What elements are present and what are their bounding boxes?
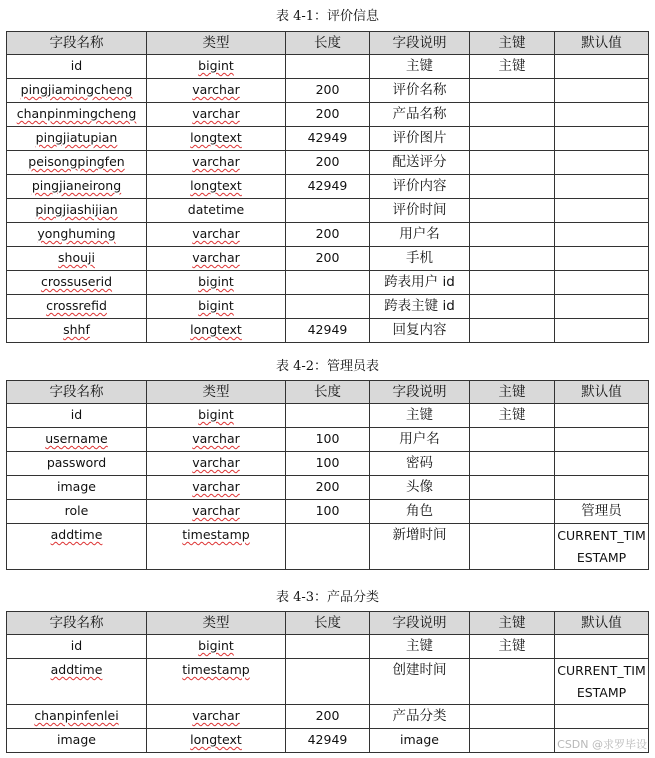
table-row bbox=[7, 705, 649, 729]
length-cell bbox=[286, 295, 370, 319]
description-cell: 角色 bbox=[370, 500, 470, 524]
primary-key-cell bbox=[470, 659, 555, 705]
primary-key-cell bbox=[470, 175, 555, 199]
header-description: 字段说明 bbox=[370, 381, 470, 404]
field-name-cell: crossrefid bbox=[7, 295, 147, 319]
length-cell: 100 bbox=[286, 428, 370, 452]
length-cell bbox=[286, 404, 370, 428]
primary-key-cell bbox=[470, 127, 555, 151]
type-cell: varchar bbox=[147, 247, 286, 271]
field-name-cell: crossuserid bbox=[7, 271, 147, 295]
description-cell: 头像 bbox=[370, 476, 470, 500]
default-cell bbox=[555, 175, 649, 199]
default-cell bbox=[555, 199, 649, 223]
length-cell bbox=[286, 524, 370, 570]
type-cell: bigint bbox=[147, 55, 286, 79]
default-cell bbox=[555, 705, 649, 729]
default-cell bbox=[555, 55, 649, 79]
default-cell: CURRENT_TIMESTAMP bbox=[555, 659, 649, 705]
header-length: 长度 bbox=[286, 32, 370, 55]
length-cell: 100 bbox=[286, 452, 370, 476]
type-cell: varchar bbox=[147, 476, 286, 500]
header-primary-key: 主键 bbox=[470, 32, 555, 55]
header-length: 长度 bbox=[286, 612, 370, 635]
schema-table-category bbox=[6, 611, 649, 753]
primary-key-cell bbox=[470, 500, 555, 524]
type-cell: bigint bbox=[147, 271, 286, 295]
length-cell: 42949 bbox=[286, 127, 370, 151]
default-cell bbox=[555, 223, 649, 247]
field-name-cell: pingjiatupian bbox=[7, 127, 147, 151]
description-cell: 配送评分 bbox=[370, 151, 470, 175]
field-name-cell: image bbox=[7, 476, 147, 500]
description-cell: 用户名 bbox=[370, 223, 470, 247]
primary-key-cell bbox=[470, 223, 555, 247]
table-row bbox=[7, 319, 649, 343]
default-cell bbox=[555, 247, 649, 271]
type-cell: longtext bbox=[147, 127, 286, 151]
default-cell bbox=[555, 295, 649, 319]
description-cell: 评价时间 bbox=[370, 199, 470, 223]
length-cell bbox=[286, 271, 370, 295]
table-row bbox=[7, 55, 649, 79]
header-primary-key: 主键 bbox=[470, 612, 555, 635]
field-name-cell: pingjiamingcheng bbox=[7, 79, 147, 103]
field-name-cell: addtime bbox=[7, 524, 147, 570]
header-row bbox=[7, 32, 649, 55]
table-row bbox=[7, 524, 649, 570]
primary-key-cell bbox=[470, 79, 555, 103]
length-cell: 200 bbox=[286, 705, 370, 729]
type-cell: varchar bbox=[147, 705, 286, 729]
length-cell bbox=[286, 635, 370, 659]
length-cell: 42949 bbox=[286, 175, 370, 199]
field-name-cell: id bbox=[7, 635, 147, 659]
default-cell bbox=[555, 476, 649, 500]
field-name-cell: shhf bbox=[7, 319, 147, 343]
length-cell: 200 bbox=[286, 223, 370, 247]
table-row bbox=[7, 199, 649, 223]
schema-table-admin bbox=[6, 380, 649, 570]
csdn-watermark: CSDN @求罗毕设 bbox=[557, 738, 647, 751]
length-cell: 200 bbox=[286, 79, 370, 103]
description-cell: 手机 bbox=[370, 247, 470, 271]
type-cell: datetime bbox=[147, 199, 286, 223]
header-field-name: 字段名称 bbox=[7, 32, 147, 55]
length-cell: 200 bbox=[286, 151, 370, 175]
header-description: 字段说明 bbox=[370, 612, 470, 635]
table-row bbox=[7, 452, 649, 476]
table-row bbox=[7, 428, 649, 452]
field-name-cell: shouji bbox=[7, 247, 147, 271]
description-cell: 评价内容 bbox=[370, 175, 470, 199]
table-row bbox=[7, 103, 649, 127]
primary-key-cell bbox=[470, 452, 555, 476]
description-cell: 主键 bbox=[370, 404, 470, 428]
primary-key-cell bbox=[470, 729, 555, 753]
type-cell: bigint bbox=[147, 635, 286, 659]
description-cell: 主键 bbox=[370, 55, 470, 79]
description-cell: 密码 bbox=[370, 452, 470, 476]
type-cell: longtext bbox=[147, 175, 286, 199]
primary-key-cell bbox=[470, 319, 555, 343]
table-row bbox=[7, 247, 649, 271]
primary-key-cell bbox=[470, 199, 555, 223]
length-cell bbox=[286, 659, 370, 705]
default-cell bbox=[555, 404, 649, 428]
default-cell bbox=[555, 79, 649, 103]
primary-key-cell bbox=[470, 524, 555, 570]
default-cell bbox=[555, 127, 649, 151]
type-cell: varchar bbox=[147, 452, 286, 476]
description-cell: 跨表主键 id bbox=[370, 295, 470, 319]
primary-key-cell bbox=[470, 295, 555, 319]
table-row bbox=[7, 404, 649, 428]
table-row bbox=[7, 175, 649, 199]
type-cell: longtext bbox=[147, 319, 286, 343]
default-cell bbox=[555, 151, 649, 175]
type-cell: varchar bbox=[147, 103, 286, 127]
field-name-cell: addtime bbox=[7, 659, 147, 705]
default-cell: 管理员 bbox=[555, 500, 649, 524]
header-row bbox=[7, 612, 649, 635]
field-name-cell: pingjiashijian bbox=[7, 199, 147, 223]
primary-key-cell bbox=[470, 705, 555, 729]
header-description: 字段说明 bbox=[370, 32, 470, 55]
default-cell bbox=[555, 271, 649, 295]
description-cell: 主键 bbox=[370, 635, 470, 659]
header-primary-key: 主键 bbox=[470, 381, 555, 404]
table-caption: 表 4-3：产品分类 bbox=[275, 590, 380, 605]
primary-key-cell bbox=[470, 476, 555, 500]
table-row bbox=[7, 500, 649, 524]
table-caption: 表 4-2：管理员表 bbox=[275, 359, 380, 374]
table-row bbox=[7, 476, 649, 500]
field-name-cell: role bbox=[7, 500, 147, 524]
type-cell: varchar bbox=[147, 151, 286, 175]
field-name-cell: chanpinfenlei bbox=[7, 705, 147, 729]
primary-key-cell bbox=[470, 428, 555, 452]
type-cell: timestamp bbox=[147, 659, 286, 705]
type-cell: bigint bbox=[147, 404, 286, 428]
field-name-cell: id bbox=[7, 55, 147, 79]
header-type: 类型 bbox=[147, 381, 286, 404]
length-cell: 200 bbox=[286, 247, 370, 271]
table-row bbox=[7, 659, 649, 705]
table-row bbox=[7, 729, 649, 753]
length-cell: 42949 bbox=[286, 319, 370, 343]
default-cell bbox=[555, 635, 649, 659]
length-cell: 42949 bbox=[286, 729, 370, 753]
description-cell: 创建时间 bbox=[370, 659, 470, 705]
description-cell: 评价名称 bbox=[370, 79, 470, 103]
type-cell: bigint bbox=[147, 295, 286, 319]
header-default: 默认值 bbox=[555, 381, 649, 404]
type-cell: timestamp bbox=[147, 524, 286, 570]
description-cell: 产品分类 bbox=[370, 705, 470, 729]
table-row bbox=[7, 271, 649, 295]
table-row bbox=[7, 223, 649, 247]
default-cell bbox=[555, 319, 649, 343]
table-row bbox=[7, 295, 649, 319]
default-cell: CURRENT_TIMESTAMP bbox=[555, 524, 649, 570]
type-cell: longtext bbox=[147, 729, 286, 753]
length-cell: 200 bbox=[286, 476, 370, 500]
field-name-cell: image bbox=[7, 729, 147, 753]
type-cell: varchar bbox=[147, 79, 286, 103]
table-row bbox=[7, 151, 649, 175]
description-cell: 回复内容 bbox=[370, 319, 470, 343]
table-row bbox=[7, 635, 649, 659]
header-type: 类型 bbox=[147, 32, 286, 55]
description-cell: 评价图片 bbox=[370, 127, 470, 151]
length-cell: 100 bbox=[286, 500, 370, 524]
field-name-cell: peisongpingfen bbox=[7, 151, 147, 175]
type-cell: varchar bbox=[147, 500, 286, 524]
field-name-cell: password bbox=[7, 452, 147, 476]
header-default: 默认值 bbox=[555, 32, 649, 55]
header-field-name: 字段名称 bbox=[7, 612, 147, 635]
schema-table-review bbox=[6, 31, 649, 343]
primary-key-cell bbox=[470, 247, 555, 271]
description-cell: image bbox=[370, 729, 470, 753]
field-name-cell: pingjianeirong bbox=[7, 175, 147, 199]
table-row bbox=[7, 79, 649, 103]
description-cell: 产品名称 bbox=[370, 103, 470, 127]
field-name-cell: id bbox=[7, 404, 147, 428]
field-name-cell: yonghuming bbox=[7, 223, 147, 247]
length-cell bbox=[286, 199, 370, 223]
primary-key-cell: 主键 bbox=[470, 404, 555, 428]
default-cell bbox=[555, 103, 649, 127]
description-cell: 新增时间 bbox=[370, 524, 470, 570]
default-cell bbox=[555, 452, 649, 476]
primary-key-cell bbox=[470, 271, 555, 295]
type-cell: varchar bbox=[147, 428, 286, 452]
primary-key-cell: 主键 bbox=[470, 55, 555, 79]
default-cell bbox=[555, 428, 649, 452]
primary-key-cell bbox=[470, 151, 555, 175]
type-cell: varchar bbox=[147, 223, 286, 247]
description-cell: 跨表用户 id bbox=[370, 271, 470, 295]
field-name-cell: username bbox=[7, 428, 147, 452]
header-length: 长度 bbox=[286, 381, 370, 404]
header-default: 默认值 bbox=[555, 612, 649, 635]
header-field-name: 字段名称 bbox=[7, 381, 147, 404]
description-cell: 用户名 bbox=[370, 428, 470, 452]
header-row bbox=[7, 381, 649, 404]
table-caption: 表 4-1：评价信息 bbox=[275, 9, 380, 24]
length-cell: 200 bbox=[286, 103, 370, 127]
table-row bbox=[7, 127, 649, 151]
length-cell bbox=[286, 55, 370, 79]
field-name-cell: chanpinmingcheng bbox=[7, 103, 147, 127]
primary-key-cell: 主键 bbox=[470, 635, 555, 659]
header-type: 类型 bbox=[147, 612, 286, 635]
primary-key-cell bbox=[470, 103, 555, 127]
